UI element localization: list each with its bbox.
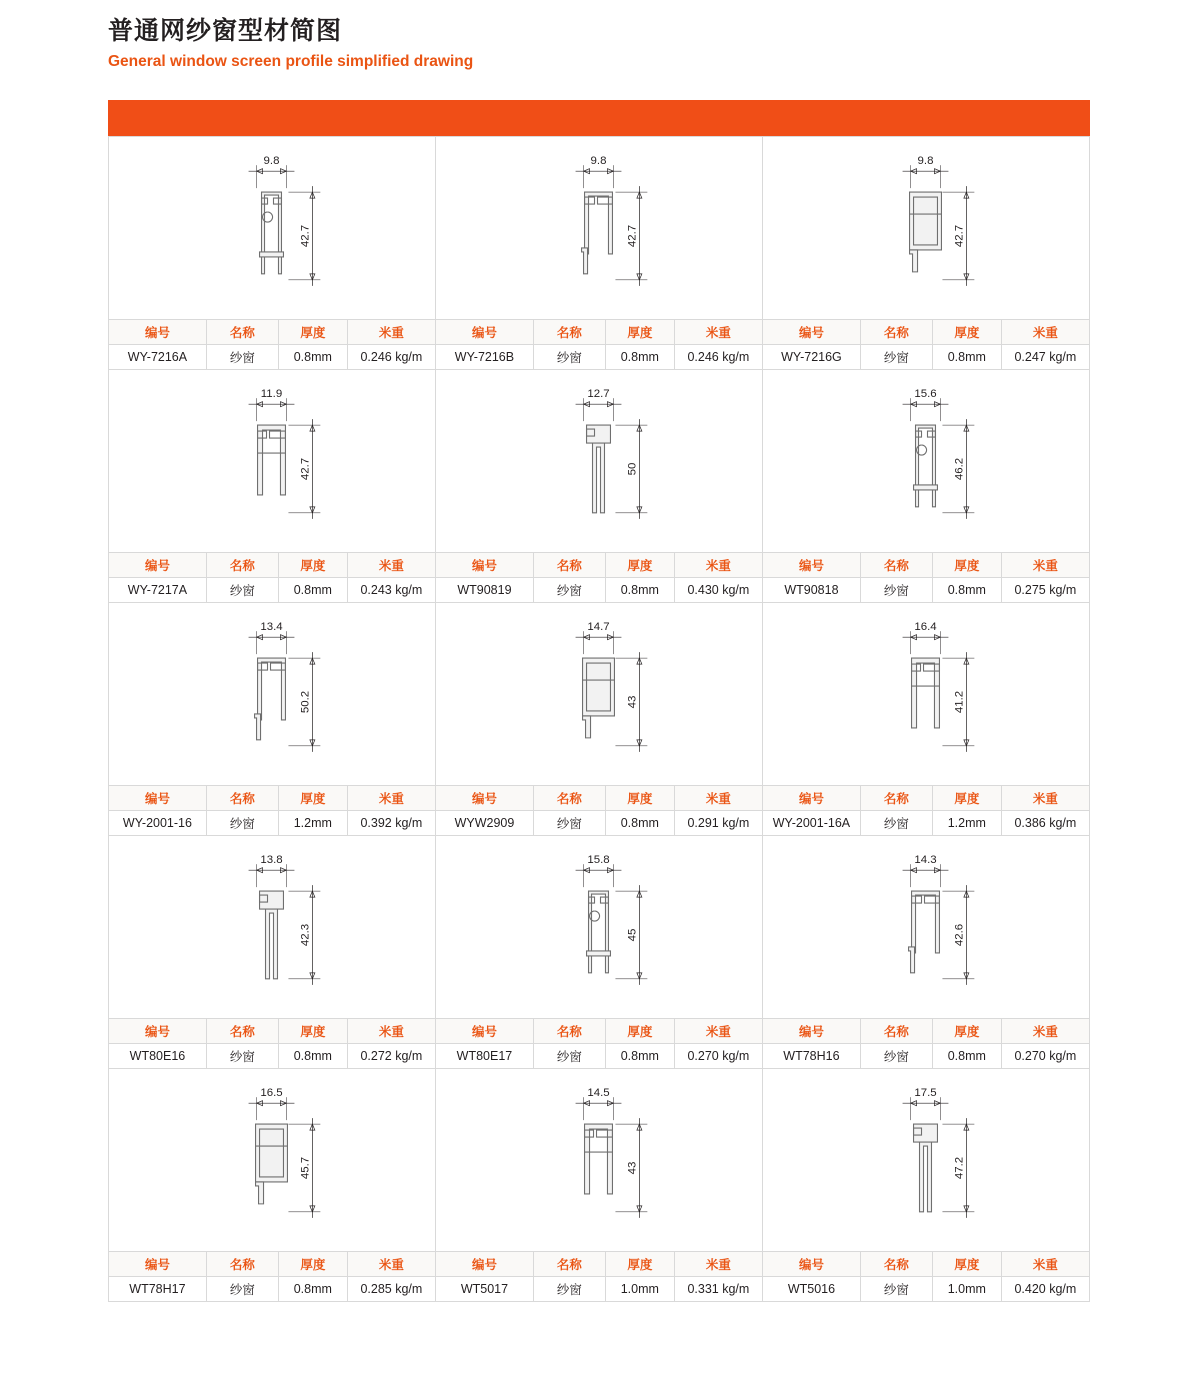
cell-weight: 0.246 kg/m (674, 345, 762, 370)
table-row (763, 1044, 1089, 1069)
svg-text:47.2: 47.2 (953, 1156, 966, 1180)
table-row (436, 345, 762, 370)
cell-thickness: 0.8mm (605, 1044, 674, 1069)
svg-text:15.6: 15.6 (914, 388, 937, 401)
cell-weight: 0.386 kg/m (1001, 811, 1089, 836)
table-row (436, 811, 762, 836)
svg-text:14.3: 14.3 (914, 854, 937, 867)
table-row (763, 345, 1089, 370)
table-header-row (763, 786, 1089, 811)
cell-name: 纱窗 (206, 811, 278, 836)
cell-name: 纱窗 (860, 811, 932, 836)
header-thickness: 厚度 (605, 320, 674, 345)
cell-name: 纱窗 (206, 578, 278, 603)
table-header-row (109, 553, 435, 578)
header-weight: 米重 (347, 786, 435, 811)
profile-cell (436, 836, 763, 1069)
svg-text:50.2: 50.2 (299, 690, 312, 714)
cell-weight: 0.291 kg/m (674, 811, 762, 836)
svg-text:43: 43 (626, 1161, 639, 1175)
header-weight: 米重 (347, 1252, 435, 1277)
cell-name: 纱窗 (533, 1044, 605, 1069)
profile-drawing (763, 836, 1089, 1018)
profile-drawing-svg-14 (763, 1069, 1089, 1251)
table-header-row (436, 1019, 762, 1044)
profile-drawing-svg-10 (436, 836, 762, 1018)
cell-thickness: 1.0mm (932, 1277, 1001, 1302)
header-name: 名称 (206, 320, 278, 345)
profile-spec-table (763, 552, 1089, 602)
table-header-row (436, 1252, 762, 1277)
cell-weight: 0.392 kg/m (347, 811, 435, 836)
profile-drawing (109, 137, 435, 319)
header-thickness: 厚度 (278, 786, 347, 811)
profile-spec-table (436, 319, 762, 369)
svg-text:42.7: 42.7 (299, 224, 312, 248)
header-weight: 米重 (1001, 320, 1089, 345)
header-thickness: 厚度 (932, 1019, 1001, 1044)
profile-drawing (436, 836, 762, 1018)
profile-drawing-svg-6 (109, 603, 435, 785)
table-header-row (109, 1019, 435, 1044)
table-row (109, 811, 435, 836)
header-thickness: 厚度 (932, 553, 1001, 578)
table-header-row (109, 786, 435, 811)
svg-text:50: 50 (626, 462, 639, 476)
profile-drawing (763, 603, 1089, 785)
cell-code: WT90818 (763, 578, 860, 603)
cell-weight: 0.247 kg/m (1001, 345, 1089, 370)
header-name: 名称 (860, 320, 932, 345)
header-name: 名称 (206, 1019, 278, 1044)
profile-spec-table (436, 785, 762, 835)
table-row (763, 578, 1089, 603)
header-name: 名称 (206, 553, 278, 578)
header-name: 名称 (533, 320, 605, 345)
cell-weight: 0.243 kg/m (347, 578, 435, 603)
table-header-row (763, 553, 1089, 578)
header-code: 编号 (109, 786, 206, 811)
table-header-row (109, 1252, 435, 1277)
svg-text:42.6: 42.6 (953, 923, 966, 947)
profile-drawing (436, 1069, 762, 1251)
profile-cell (436, 603, 763, 836)
cell-code: WT90819 (436, 578, 533, 603)
header-code: 编号 (436, 320, 533, 345)
profile-cell (109, 370, 436, 603)
svg-text:41.2: 41.2 (953, 690, 966, 714)
header-thickness: 厚度 (278, 1252, 347, 1277)
profile-spec-table (436, 1251, 762, 1301)
table-row (109, 1277, 435, 1302)
svg-text:46.2: 46.2 (953, 457, 966, 481)
profile-spec-table (109, 552, 435, 602)
cell-name: 纱窗 (206, 345, 278, 370)
header-thickness: 厚度 (605, 553, 674, 578)
table-header-row (436, 553, 762, 578)
header-weight: 米重 (674, 320, 762, 345)
svg-text:16.5: 16.5 (260, 1087, 283, 1100)
cell-weight: 0.270 kg/m (1001, 1044, 1089, 1069)
svg-text:12.7: 12.7 (587, 388, 610, 401)
profile-drawing-svg-12 (109, 1069, 435, 1251)
profile-cell (436, 370, 763, 603)
svg-text:45: 45 (626, 928, 639, 942)
profile-drawing-svg-5 (763, 370, 1089, 552)
header-name: 名称 (533, 1019, 605, 1044)
cell-thickness: 0.8mm (278, 1044, 347, 1069)
table-header-row (763, 1019, 1089, 1044)
cell-thickness: 0.8mm (932, 1044, 1001, 1069)
profile-drawing-svg-13 (436, 1069, 762, 1251)
header-weight: 米重 (1001, 1252, 1089, 1277)
header-code: 编号 (109, 320, 206, 345)
header-name: 名称 (860, 1252, 932, 1277)
profile-drawing-svg-0 (109, 137, 435, 319)
profile-drawing (109, 370, 435, 552)
cell-thickness: 1.2mm (932, 811, 1001, 836)
table-header-row (436, 320, 762, 345)
profile-drawing-svg-7 (436, 603, 762, 785)
profile-drawing-svg-9 (109, 836, 435, 1018)
header-weight: 米重 (674, 786, 762, 811)
header-weight: 米重 (347, 320, 435, 345)
profile-drawing-svg-3 (109, 370, 435, 552)
table-header-row (763, 1252, 1089, 1277)
cell-name: 纱窗 (533, 578, 605, 603)
profile-spec-table (109, 1018, 435, 1068)
header-code: 编号 (436, 553, 533, 578)
profile-drawing-svg-2 (763, 137, 1089, 319)
svg-text:14.7: 14.7 (587, 621, 610, 634)
cell-thickness: 0.8mm (932, 578, 1001, 603)
header-name: 名称 (533, 786, 605, 811)
header-code: 编号 (436, 786, 533, 811)
cell-thickness: 1.2mm (278, 811, 347, 836)
svg-text:11.9: 11.9 (260, 388, 283, 401)
cell-thickness: 0.8mm (278, 1277, 347, 1302)
table-row (763, 1277, 1089, 1302)
svg-text:42.3: 42.3 (299, 923, 312, 947)
cell-name: 纱窗 (860, 345, 932, 370)
profile-cell (763, 137, 1090, 370)
profile-cell (763, 603, 1090, 836)
header-code: 编号 (763, 786, 860, 811)
svg-text:42.7: 42.7 (953, 224, 966, 248)
header-weight: 米重 (1001, 786, 1089, 811)
profile-spec-table (109, 785, 435, 835)
cell-code: WYW2909 (436, 811, 533, 836)
cell-thickness: 0.8mm (605, 345, 674, 370)
cell-thickness: 0.8mm (605, 578, 674, 603)
header-name: 名称 (860, 1019, 932, 1044)
header-thickness: 厚度 (278, 320, 347, 345)
cell-thickness: 0.8mm (932, 345, 1001, 370)
profile-grid (108, 136, 1090, 1302)
svg-text:16.4: 16.4 (914, 621, 937, 634)
svg-text:17.5: 17.5 (914, 1087, 937, 1100)
table-row (109, 1044, 435, 1069)
profile-spec-table (763, 785, 1089, 835)
header-weight: 米重 (674, 1252, 762, 1277)
header-name: 名称 (860, 786, 932, 811)
cell-code: WY-7217A (109, 578, 206, 603)
profile-cell (109, 137, 436, 370)
profile-cell (109, 836, 436, 1069)
profile-spec-table (763, 1251, 1089, 1301)
header-name: 名称 (533, 1252, 605, 1277)
cell-weight: 0.272 kg/m (347, 1044, 435, 1069)
header-thickness: 厚度 (278, 1019, 347, 1044)
cell-thickness: 0.8mm (278, 345, 347, 370)
header-weight: 米重 (347, 553, 435, 578)
profile-cell (436, 137, 763, 370)
profile-spec-table (436, 552, 762, 602)
cell-name: 纱窗 (860, 578, 932, 603)
cell-weight: 0.270 kg/m (674, 1044, 762, 1069)
header-code: 编号 (763, 320, 860, 345)
header-weight: 米重 (674, 1019, 762, 1044)
header-weight: 米重 (1001, 1019, 1089, 1044)
header-name: 名称 (206, 786, 278, 811)
profile-spec-table (763, 319, 1089, 369)
header-thickness: 厚度 (932, 320, 1001, 345)
profile-drawing (763, 137, 1089, 319)
cell-weight: 0.331 kg/m (674, 1277, 762, 1302)
cell-code: WT80E17 (436, 1044, 533, 1069)
profile-drawing (436, 370, 762, 552)
table-row (436, 1044, 762, 1069)
profile-spec-table (436, 1018, 762, 1068)
cell-code: WY-2001-16 (109, 811, 206, 836)
cell-code: WT78H16 (763, 1044, 860, 1069)
header-code: 编号 (436, 1019, 533, 1044)
header-thickness: 厚度 (605, 1252, 674, 1277)
cell-code: WY-7216G (763, 345, 860, 370)
profile-drawing-svg-4 (436, 370, 762, 552)
svg-text:42.7: 42.7 (299, 457, 312, 481)
cell-code: WT5017 (436, 1277, 533, 1302)
cell-weight: 0.275 kg/m (1001, 578, 1089, 603)
table-row (763, 811, 1089, 836)
header-code: 编号 (436, 1252, 533, 1277)
profile-drawing (109, 1069, 435, 1251)
cell-weight: 0.285 kg/m (347, 1277, 435, 1302)
profile-cell (763, 370, 1090, 603)
profile-drawing (436, 137, 762, 319)
profile-drawing-svg-1 (436, 137, 762, 319)
page-title-cn: 普通网纱窗型材简图 (108, 17, 343, 45)
profile-drawing-svg-11 (763, 836, 1089, 1018)
svg-text:42.7: 42.7 (626, 224, 639, 248)
cell-code: WT5016 (763, 1277, 860, 1302)
profile-cell (109, 603, 436, 836)
profile-drawing (763, 370, 1089, 552)
header-weight: 米重 (1001, 553, 1089, 578)
cell-thickness: 0.8mm (278, 578, 347, 603)
profile-drawing (109, 836, 435, 1018)
table-row (109, 578, 435, 603)
svg-text:9.8: 9.8 (917, 155, 934, 168)
page-title-en: General window screen profile simplified drawing (108, 53, 474, 70)
table-row (109, 345, 435, 370)
svg-text:45.7: 45.7 (299, 1156, 312, 1180)
table-row (436, 1277, 762, 1302)
header-code: 编号 (763, 1019, 860, 1044)
header-code: 编号 (109, 553, 206, 578)
cell-name: 纱窗 (860, 1277, 932, 1302)
header-code: 编号 (109, 1252, 206, 1277)
cell-name: 纱窗 (860, 1044, 932, 1069)
svg-text:14.5: 14.5 (587, 1087, 610, 1100)
header-name: 名称 (533, 553, 605, 578)
header-weight: 米重 (674, 553, 762, 578)
header-thickness: 厚度 (605, 1019, 674, 1044)
cell-weight: 0.430 kg/m (674, 578, 762, 603)
cell-name: 纱窗 (533, 811, 605, 836)
cell-code: WY-7216B (436, 345, 533, 370)
profile-spec-table (109, 1251, 435, 1301)
profile-drawing (436, 603, 762, 785)
cell-code: WT80E16 (109, 1044, 206, 1069)
cell-thickness: 1.0mm (605, 1277, 674, 1302)
table-header-row (436, 786, 762, 811)
cell-name: 纱窗 (533, 345, 605, 370)
cell-thickness: 0.8mm (605, 811, 674, 836)
svg-text:9.8: 9.8 (590, 155, 607, 168)
cell-name: 纱窗 (533, 1277, 605, 1302)
svg-text:15.8: 15.8 (587, 854, 610, 867)
cell-code: WY-2001-16A (763, 811, 860, 836)
profile-drawing-svg-8 (763, 603, 1089, 785)
profile-spec-table (763, 1018, 1089, 1068)
table-header-row (109, 320, 435, 345)
orange-header-bar (108, 100, 1090, 136)
cell-code: WT78H17 (109, 1277, 206, 1302)
svg-text:9.8: 9.8 (263, 155, 280, 168)
svg-text:13.4: 13.4 (260, 621, 283, 634)
svg-text:43: 43 (626, 695, 639, 709)
profile-drawing (109, 603, 435, 785)
header-code: 编号 (763, 553, 860, 578)
profile-cell (763, 1069, 1090, 1302)
profile-drawing (763, 1069, 1089, 1251)
table-header-row (763, 320, 1089, 345)
header-weight: 米重 (347, 1019, 435, 1044)
cell-name: 纱窗 (206, 1044, 278, 1069)
cell-code: WY-7216A (109, 345, 206, 370)
header-code: 编号 (109, 1019, 206, 1044)
cell-name: 纱窗 (206, 1277, 278, 1302)
header-thickness: 厚度 (605, 786, 674, 811)
cell-weight: 0.420 kg/m (1001, 1277, 1089, 1302)
svg-text:13.8: 13.8 (260, 854, 283, 867)
header-name: 名称 (860, 553, 932, 578)
profile-spec-table (109, 319, 435, 369)
profile-cell (436, 1069, 763, 1302)
header-code: 编号 (763, 1252, 860, 1277)
profile-cell (109, 1069, 436, 1302)
header-name: 名称 (206, 1252, 278, 1277)
header-thickness: 厚度 (278, 553, 347, 578)
header-thickness: 厚度 (932, 786, 1001, 811)
page-title-block (108, 16, 473, 71)
cell-weight: 0.246 kg/m (347, 345, 435, 370)
profile-cell (763, 836, 1090, 1069)
header-thickness: 厚度 (932, 1252, 1001, 1277)
table-row (436, 578, 762, 603)
